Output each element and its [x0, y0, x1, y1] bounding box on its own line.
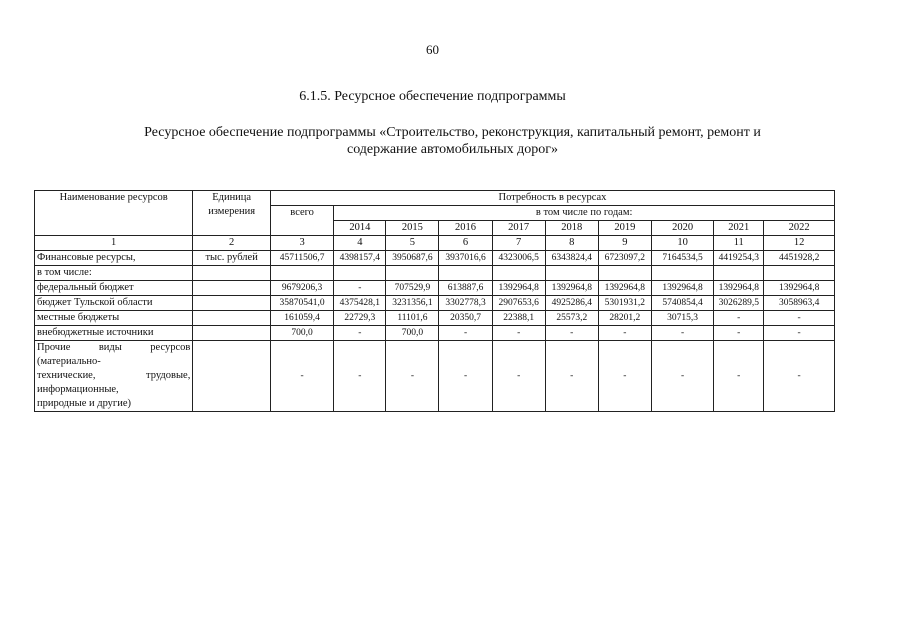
- header-year: 2020: [651, 221, 713, 236]
- value-cell: 7164534,5: [651, 251, 713, 266]
- value-cell: -: [714, 326, 764, 341]
- header-year: 2016: [439, 221, 492, 236]
- row-unit: [193, 296, 271, 311]
- value-cell: 1392964,8: [492, 281, 545, 296]
- header-year: 2019: [598, 221, 651, 236]
- header-year: 2018: [545, 221, 598, 236]
- value-cell: [492, 266, 545, 281]
- value-cell: 20350,7: [439, 311, 492, 326]
- other-line-3: [37, 369, 190, 383]
- row-name: внебюджетные источники: [35, 326, 193, 341]
- value-cell: 11101,6: [386, 311, 439, 326]
- value-cell: -: [651, 326, 713, 341]
- other-word: Прочие: [37, 342, 71, 353]
- table-row-other-resources: [35, 341, 835, 412]
- value-cell: 28201,2: [598, 311, 651, 326]
- subtitle-line-1: Ресурсное обеспечение подпрограммы «Строительство, реконструкция, капитальный ремонт, ремонт и: [144, 125, 761, 140]
- section-title: 6.1.5. Ресурсное обеспечение подпрограммы: [299, 89, 566, 104]
- column-number: 2: [193, 236, 271, 251]
- value-cell: 700,0: [270, 326, 333, 341]
- value-cell: -: [439, 341, 492, 412]
- value-cell: 1392964,8: [651, 281, 713, 296]
- value-cell: 1392964,8: [545, 281, 598, 296]
- table-row: [35, 251, 835, 266]
- value-cell: -: [598, 326, 651, 341]
- row-unit: [193, 326, 271, 341]
- value-cell: -: [764, 326, 835, 341]
- column-number: 11: [714, 236, 764, 251]
- table-row: [35, 326, 835, 341]
- value-cell: [598, 266, 651, 281]
- column-number: 8: [545, 236, 598, 251]
- other-word: технические,: [37, 370, 96, 381]
- value-cell: -: [651, 341, 713, 412]
- subtitle-line-2: содержание автомобильных дорог»: [347, 142, 558, 157]
- row-name: Финансовые ресурсы,: [35, 251, 193, 266]
- page-number: 60: [426, 42, 439, 57]
- column-number: 9: [598, 236, 651, 251]
- value-cell: 25573,2: [545, 311, 598, 326]
- header-unit: [193, 191, 271, 236]
- value-cell: 3026289,5: [714, 296, 764, 311]
- other-word: виды: [98, 342, 122, 353]
- header-year: 2021: [714, 221, 764, 236]
- other-line-2: (материально-: [37, 356, 101, 367]
- column-number: 7: [492, 236, 545, 251]
- value-cell: 30715,3: [651, 311, 713, 326]
- value-cell: 4419254,3: [714, 251, 764, 266]
- value-cell: 1392964,8: [714, 281, 764, 296]
- value-cell: [270, 266, 333, 281]
- value-cell: [439, 266, 492, 281]
- header-year: 2017: [492, 221, 545, 236]
- value-cell: -: [439, 326, 492, 341]
- row-unit: [193, 311, 271, 326]
- table-row: [35, 281, 835, 296]
- value-cell: 3302778,3: [439, 296, 492, 311]
- value-cell: 707529,9: [386, 281, 439, 296]
- table-row: [35, 266, 835, 281]
- value-cell: [651, 266, 713, 281]
- other-word: трудовые,: [146, 370, 191, 381]
- value-cell: 4323006,5: [492, 251, 545, 266]
- column-number: 3: [270, 236, 333, 251]
- other-line-5: природные и другие): [37, 398, 132, 409]
- value-cell: 3950687,6: [386, 251, 439, 266]
- value-cell: [764, 266, 835, 281]
- value-cell: 45711506,7: [270, 251, 333, 266]
- table-row: [35, 311, 835, 326]
- value-cell: 9679206,3: [270, 281, 333, 296]
- value-cell: -: [598, 341, 651, 412]
- value-cell: 5740854,4: [651, 296, 713, 311]
- value-cell: 3231356,1: [386, 296, 439, 311]
- value-cell: 22729,3: [334, 311, 386, 326]
- value-cell: 22388,1: [492, 311, 545, 326]
- value-cell: 5301931,2: [598, 296, 651, 311]
- header-resource-name: Наименование ресурсов: [35, 191, 193, 236]
- value-cell: [386, 266, 439, 281]
- value-cell: [714, 266, 764, 281]
- value-cell: -: [545, 326, 598, 341]
- value-cell: 3937016,6: [439, 251, 492, 266]
- column-number: 12: [764, 236, 835, 251]
- value-cell: 1392964,8: [598, 281, 651, 296]
- header-need: Потребность в ресурсах: [270, 191, 834, 206]
- value-cell: 6723097,2: [598, 251, 651, 266]
- row-name: местные бюджеты: [35, 311, 193, 326]
- value-cell: -: [492, 341, 545, 412]
- header-year: 2014: [334, 221, 386, 236]
- header-unit-line-1: Единица: [212, 192, 252, 203]
- value-cell: -: [386, 341, 439, 412]
- resource-table: [34, 190, 835, 412]
- row-unit: [193, 281, 271, 296]
- value-cell: -: [334, 326, 386, 341]
- value-cell: 2907653,6: [492, 296, 545, 311]
- column-numbers-row: [35, 236, 835, 251]
- other-line-4: информационные,: [37, 384, 119, 395]
- value-cell: -: [714, 311, 764, 326]
- column-number: 6: [439, 236, 492, 251]
- value-cell: 4925286,4: [545, 296, 598, 311]
- value-cell: -: [492, 326, 545, 341]
- value-cell: -: [334, 341, 386, 412]
- other-line-1: [37, 341, 190, 355]
- data-rows: [35, 251, 835, 341]
- value-cell: 3058963,4: [764, 296, 835, 311]
- row-unit: [193, 266, 271, 281]
- value-cell: [334, 266, 386, 281]
- row-name: в том числе:: [35, 266, 193, 281]
- value-cell: -: [764, 341, 835, 412]
- row-name: федеральный бюджет: [35, 281, 193, 296]
- value-cell: 4375428,1: [334, 296, 386, 311]
- header-unit-line-2: измерения: [208, 206, 256, 217]
- value-cell: -: [270, 341, 333, 412]
- table-row: [35, 296, 835, 311]
- other-resources-name: [35, 341, 193, 412]
- value-cell: 161059,4: [270, 311, 333, 326]
- value-cell: -: [334, 281, 386, 296]
- value-cell: 4398157,4: [334, 251, 386, 266]
- header-total: всего: [270, 206, 333, 236]
- value-cell: [545, 266, 598, 281]
- other-word: ресурсов: [150, 342, 191, 353]
- row-name: бюджет Тульской области: [35, 296, 193, 311]
- header-by-years: в том числе по годам:: [334, 206, 835, 221]
- subtitle: [120, 124, 785, 158]
- header-year: 2015: [386, 221, 439, 236]
- column-number: 10: [651, 236, 713, 251]
- value-cell: 613887,6: [439, 281, 492, 296]
- value-cell: -: [545, 341, 598, 412]
- row-unit: тыс. рублей: [193, 251, 271, 266]
- value-cell: 35870541,0: [270, 296, 333, 311]
- column-number: 5: [386, 236, 439, 251]
- value-cell: 1392964,8: [764, 281, 835, 296]
- value-cell: -: [764, 311, 835, 326]
- value-cell: 6343824,4: [545, 251, 598, 266]
- column-number: 1: [35, 236, 193, 251]
- header-year: 2022: [764, 221, 835, 236]
- column-number: 4: [334, 236, 386, 251]
- other-resources-unit: [193, 341, 271, 412]
- value-cell: -: [714, 341, 764, 412]
- value-cell: 700,0: [386, 326, 439, 341]
- value-cell: 4451928,2: [764, 251, 835, 266]
